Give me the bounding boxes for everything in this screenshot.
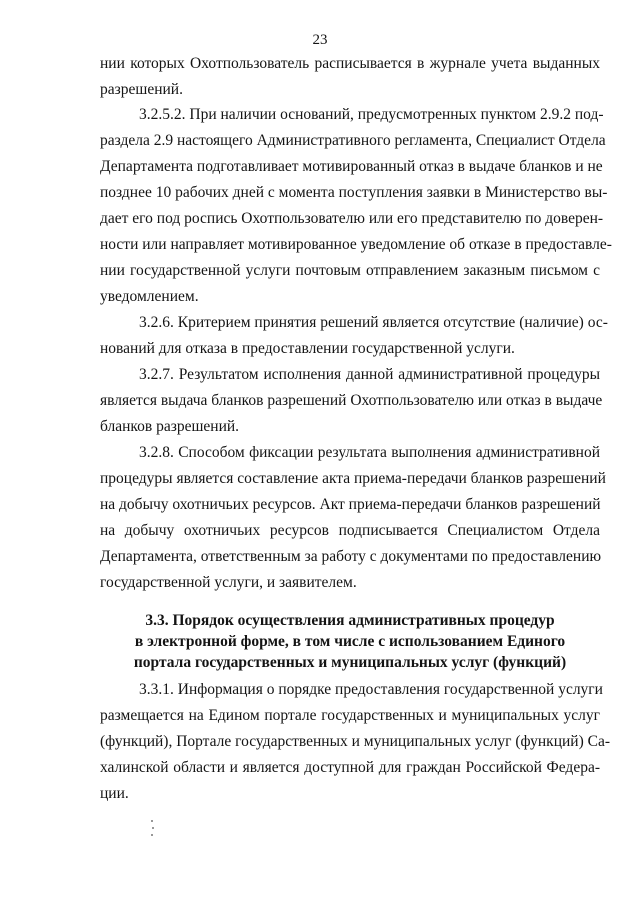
text-line: нии государственной услуги почтовым отправлением заказным письмом с (100, 262, 600, 279)
text-line: на добычу охотничьих ресурсов. Акт приема-передачи бланков разрешений (100, 496, 601, 513)
text-line: нии которых Охотпользователь расписывается в журнале учета выданных (100, 55, 600, 72)
text-line: является выдача бланков разрешений Охотпользователю или отказ в выдаче (100, 392, 603, 409)
text-line: ции. (100, 785, 129, 802)
text-line: нований для отказа в предоставлении государственной услуги. (100, 340, 515, 357)
text-line: процедуры является составление акта приема-передачи бланков разрешений (100, 470, 606, 487)
text-line: дает его под роспись Охотпользователю или его представителю по доверен- (100, 210, 604, 227)
text-line: халинской области и является доступной для граждан Российской Федера- (100, 759, 600, 776)
text-line: разрешений. (100, 81, 183, 98)
section-heading-line: 3.3. Порядок осуществления административных процедур (145, 612, 555, 629)
scan-speck (150, 820, 154, 838)
text-line: 3.2.6. Критерием принятия решений является отсутствие (наличие) ос- (139, 314, 608, 331)
text-line: бланков разрешений. (100, 418, 240, 435)
text-line: размещается на Едином портале государственных и муниципальных услуг (100, 707, 600, 724)
text-line: ности или направляет мотивированное уведомление об отказе в предоставле- (100, 236, 612, 253)
text-line: позднее 10 рабочих дней с момента поступления заявки в Министерство вы- (100, 184, 608, 201)
text-line: Департамента, ответственным за работу с документами по предоставлению (100, 548, 602, 565)
text-line: 3.2.8. Способом фиксации результата выполнения административной (139, 444, 600, 461)
text-line: 3.2.7. Результатом исполнения данной административной процедуры (139, 366, 600, 383)
section-heading-line: в электронной форме, в том числе с использованием Единого (134, 633, 566, 650)
text-line: (функций), Портале государственных и муниципальных услуг (функций) Са- (100, 733, 611, 750)
text-line: 3.2.5.2. При наличии оснований, предусмотренных пунктом 2.9.2 под- (139, 106, 604, 123)
text-line: Департамента подготавливает мотивированный отказ в выдаче бланков и не (100, 158, 603, 175)
text-line: уведомлением. (100, 288, 199, 305)
text-line: на добычу охотничьих ресурсов подписывается Специалистом Отдела (100, 522, 600, 539)
section-heading-line: портала государственных и муниципальных услуг (функций) (133, 654, 567, 671)
text-line: государственной услуги, и заявителем. (100, 574, 357, 591)
page-number: 23 (312, 32, 328, 48)
text-line: 3.3.1. Информация о порядке предоставления государственной услуги (139, 681, 603, 698)
text-line: раздела 2.9 настоящего Административного регламента, Специалист Отдела (100, 132, 606, 149)
